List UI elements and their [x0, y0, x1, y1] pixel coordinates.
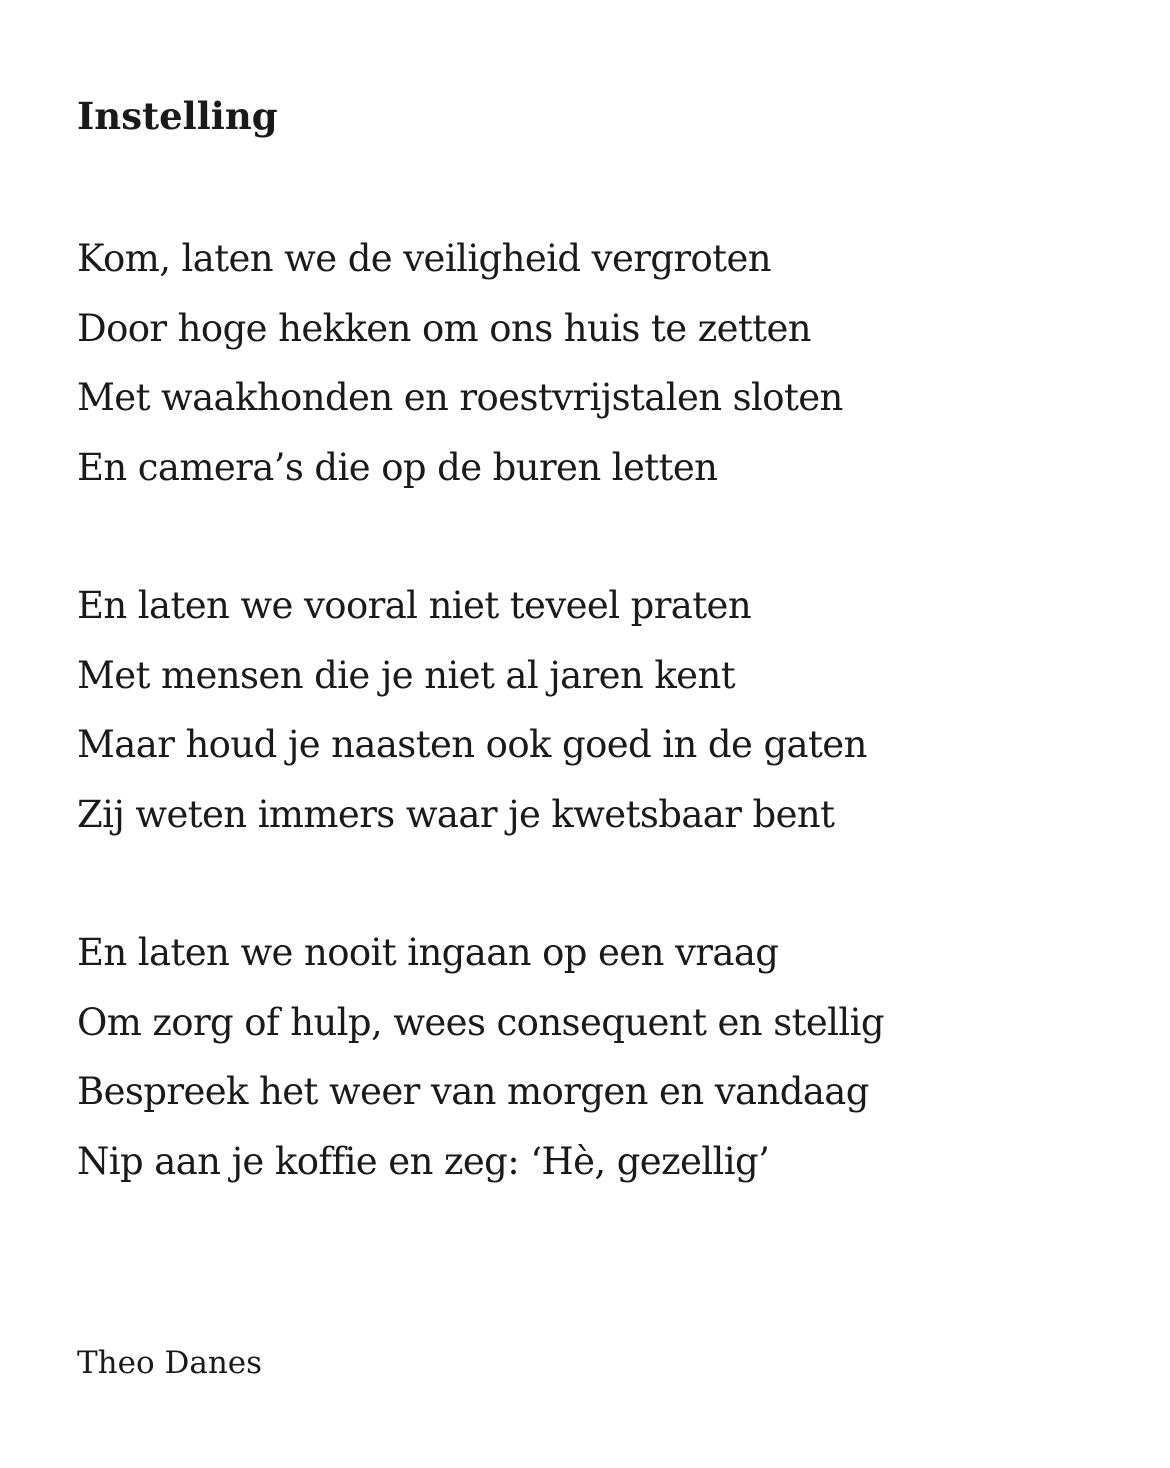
poem-line: En laten we nooit ingaan op een vraag	[77, 931, 779, 974]
poem-line: Nip aan je koffie en zeg: ‘Hè, gezellig’	[77, 1139, 770, 1183]
poem-line: Bespreek het weer van morgen en vandaag	[77, 1070, 869, 1113]
poem-author: Theo Danes	[77, 1345, 263, 1381]
poem-line: Zij weten immers waar je kwetsbaar bent	[77, 792, 835, 836]
poem-line: Maar houd je naasten ook goed in de gaten	[77, 723, 867, 766]
poem-line: Om zorg of hulp, wees consequent en stellig	[77, 1000, 884, 1044]
poem-line: En camera’s die op de buren letten	[77, 445, 718, 489]
poem-line: Kom, laten we de veiligheid vergroten	[77, 237, 771, 280]
poem-line: Door hoge hekken om ons huis te zetten	[77, 306, 811, 350]
poem-line: En laten we vooral niet teveel praten	[77, 584, 752, 627]
stanza-3	[77, 918, 884, 1196]
stanza-1	[77, 224, 843, 502]
stanza-2	[77, 571, 867, 849]
poem-line: Met waakhonden en roestvrijstalen sloten	[77, 376, 843, 419]
poem-title: Instelling	[77, 94, 278, 138]
poem-line: Met mensen die je niet al jaren kent	[77, 653, 735, 697]
